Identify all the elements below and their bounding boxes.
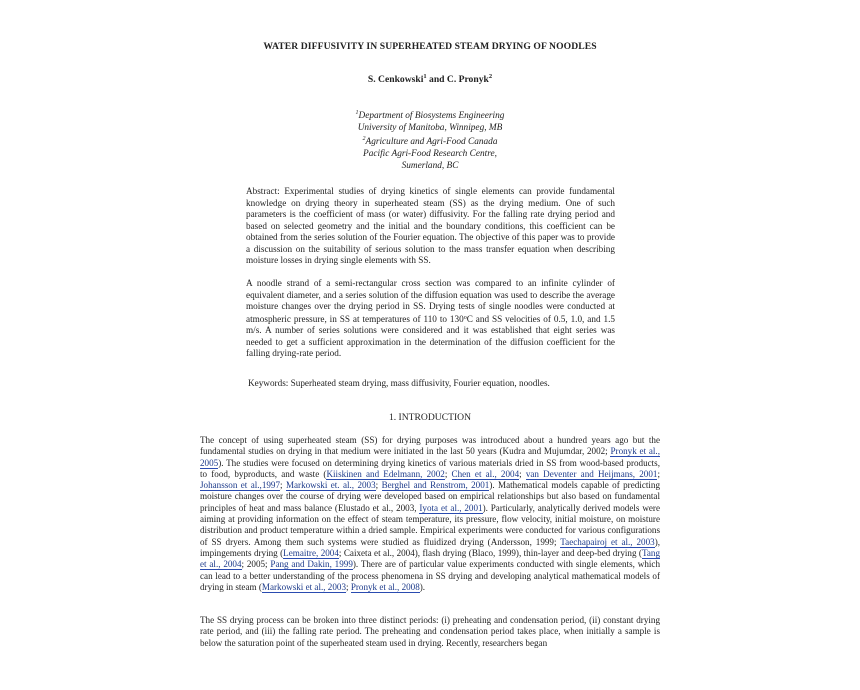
citation-link[interactable]: Kiiskinen and Edelmann, 2002 — [326, 468, 445, 479]
citation-link[interactable]: Tang et al., 2004 — [200, 547, 661, 570]
affiliation-line: Sumerland, BC — [401, 160, 459, 171]
affiliation-mark: 2 — [362, 136, 366, 143]
author-conjunction: and — [426, 74, 447, 86]
citation-link[interactable]: Taechapairoj et al., 2003 — [560, 536, 655, 547]
citation-link[interactable]: Berghel and Renstrom, 2001 — [381, 480, 490, 491]
citation-link[interactable]: Pang and Dakin, 1999 — [270, 559, 353, 570]
abstract-paragraph-1: Abstract: Experimental studies of drying kinetics of single elements can provide fundamental knowledge on drying theory in superheated steam (SS) as the drying medium. One of such parameters is the coefficient of mass (or water) diffusivity. For the falling rate drying period and based on selected geometry and the initial and the boundary conditions, this coefficient can be obtained from the series solution of the Fourier equation. The objective of this paper was to provide a discussion on the suitability of serious solution to the mass transfer equation when describing moisture losses in drying single elements with SS. — [246, 186, 615, 265]
keywords: Keywords: Superheated steam drying, mass diffusivity, Fourier equation, noodles. — [248, 378, 550, 388]
citation-link[interactable]: van Deventer and Heijmans, 2001 — [525, 468, 658, 479]
citation-link[interactable]: Lemaitre, 2004 — [283, 547, 339, 558]
abstract-paragraph-2: A noodle strand of a semi-rectangular cross section was compared to an infinite cylinder of equivalent diameter, and a series solution of the diffusion equation was used to describe the average moisture changes over the drying period in SS. Drying tests of single noodles were conducted at atmospheric pressure, in SS at temperatures of 110 to 130$^o$C and SS velocities of 0.5, 1.0, and 1.5 m/s. A number of series solutions were considered and it was established that eight series was needed to get a sufficient approximation in the determination of the diffusion coefficient for the falling drying-rate period. — [246, 278, 615, 358]
citation-link[interactable]: Johansson et al.,1997 — [200, 480, 281, 491]
intro-paragraph-1: The concept of using superheated steam (SS) for drying purposes was introduced about a hundred years ago but the fundamental studies on drying in that medium were initiated in the last 50 years (Kudra and Mujumdar, 2002; Pronyk et al., 2005). The studies were focused on determining drying kinetics of various materials dried in SS from wood-based products, to food, byproducts, and waste (Kiiskinen and Edelmann, 2002; Chen et al., 2004; van Deventer and Heijmans, 2001; Johansson et al.,1997; Markowski et. al., 2003; Berghel and Renstrom, 2001). Mathematical models capable of predicting moisture changes over the course of drying were developed based on empirical relationships but also based on fundamental principles of heat and mass balance (Elustado et al., 2003, Iyota et al., 2001). Particularly, analytically derived models were aiming at providing information on the effect of steam temperature, its pressure, flow velocity, initial moisture, on moisture distribution and product temperature within a dried sample. Empirical experiments were conducted for various configurations of SS dryers. Among them such systems were studied as fluidized drying (Andersson, 1999; Taechapairoj et al., 2003), impingements drying (Lemaitre, 2004; Caixeta et al., 2004), flash drying (Blaco, 1999), thin-layer and deep-bed drying (Tang et al., 2004; 2005; Pang and Dakin, 1999). There are of particular value experiments conducted with single elements, which can lead to a better understanding of the process phenomena in SS drying and developing analytical mathematical models of drying in steam (Markowski et al., 2003; Pronyk et al., 2008). — [200, 435, 661, 592]
degree-symbol: o — [463, 314, 467, 321]
section-heading-introduction: 1. INTRODUCTION — [388, 412, 472, 423]
author-affiliation-mark: 2 — [488, 73, 493, 80]
affiliation-line: $^2$Agriculture and Agri-Food Canada — [362, 136, 498, 148]
affiliations — [0, 108, 860, 172]
citation-link[interactable]: Iyota et al., 2001 — [419, 502, 483, 513]
citation-link[interactable]: Markowski et. al., 2003 — [285, 480, 376, 491]
citation-link[interactable]: Markowski et al., 2003 — [261, 581, 346, 592]
author-line — [0, 73, 860, 85]
paper-title: WATER DIFFUSIVITY IN SUPERHEATED STEAM DRYING OF NOODLES — [263, 41, 597, 52]
affiliation-line: University of Manitoba, Winnipeg, MB — [357, 122, 503, 133]
affiliation-mark: 1 — [355, 110, 359, 116]
citation-link[interactable]: Pronyk et al., 2008 — [350, 581, 420, 592]
affiliation-line: Pacific Agri-Food Research Centre, — [363, 148, 497, 159]
author-cenkowski: S. Cenkowski — [367, 74, 424, 86]
author-affiliation-mark: 1 — [423, 73, 427, 80]
intro-paragraph-2: The SS drying process can be broken into three distinct periods: (i) preheating and condensation period, (ii) constant drying rate period, and (iii) the falling rate period. The preheating and condensation period takes place, when initially a sample is below the saturation point of the superheated steam used in drying. Recently, researchers began — [200, 615, 660, 648]
affiliation-line: $^1$Department of Biosystems Engineering — [355, 110, 505, 122]
citation-link[interactable]: Chen et al., 2004 — [451, 468, 520, 479]
citation-link[interactable]: Pronyk et al., 2005 — [200, 446, 660, 468]
author-pronyk: C. Pronyk — [446, 74, 489, 86]
